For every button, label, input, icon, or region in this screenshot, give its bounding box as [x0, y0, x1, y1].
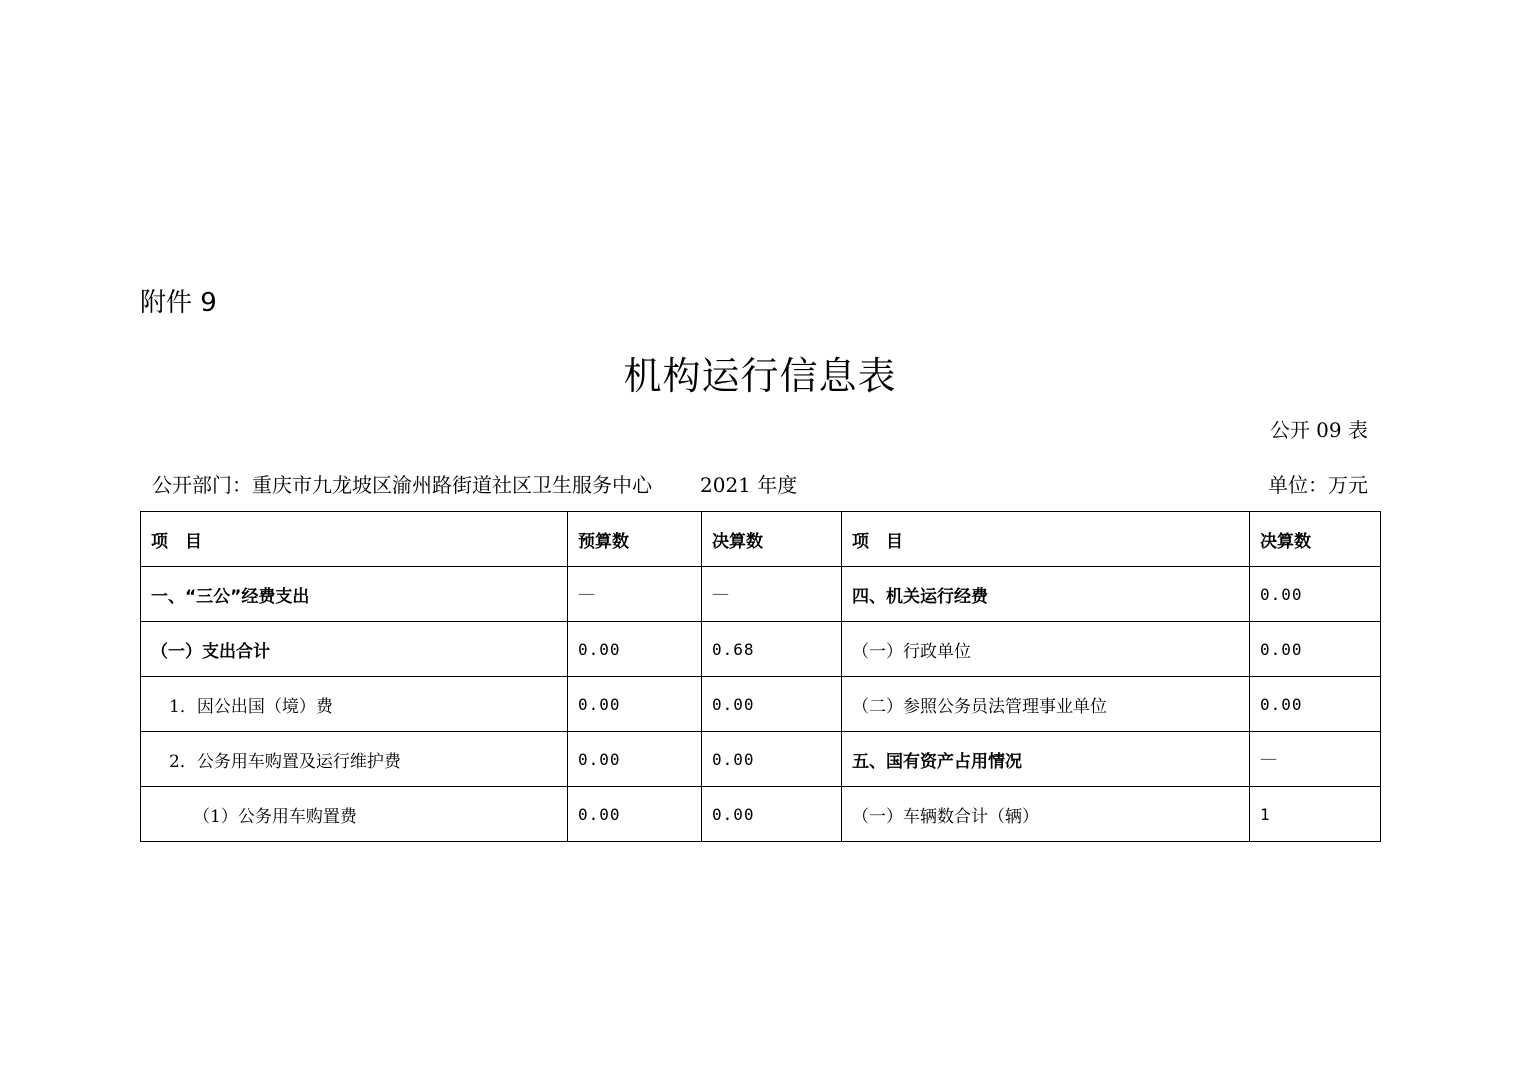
cell-final: 0.00 — [702, 677, 842, 732]
cell-left-item: （一）支出合计 — [141, 622, 568, 677]
table-row — [141, 787, 1381, 842]
header-right-final: 决算数 — [1250, 512, 1381, 567]
table-row — [141, 567, 1381, 622]
cell-budget: 0.00 — [568, 622, 702, 677]
cell-left-item: 1．因公出国（境）费 — [141, 677, 568, 732]
cell-right-final: 0.00 — [1250, 677, 1381, 732]
unit-label: 单位：万元 — [1268, 473, 1368, 497]
cell-right-item: 五、国有资产占用情况 — [842, 732, 1250, 787]
attachment-label: 附件 9 — [140, 288, 217, 318]
meta-left — [152, 470, 797, 500]
cell-left-item: 2．公务用车购置及运行维护费 — [141, 732, 568, 787]
table-row — [141, 677, 1381, 732]
cell-final: 0.00 — [702, 787, 842, 842]
table-row — [141, 732, 1381, 787]
header-budget: 预算数 — [568, 512, 702, 567]
cell-final: 0.00 — [702, 732, 842, 787]
cell-right-item: 四、机关运行经费 — [842, 567, 1250, 622]
year-label: 2021 年度 — [700, 473, 798, 497]
header-final: 决算数 — [702, 512, 842, 567]
cell-final: 0.68 — [702, 622, 842, 677]
cell-budget: 0.00 — [568, 677, 702, 732]
table-row — [141, 622, 1381, 677]
cell-left-item: （1）公务用车购置费 — [141, 787, 568, 842]
cell-right-final: 0.00 — [1250, 622, 1381, 677]
cell-right-final: — — [1250, 732, 1381, 787]
header-left-item: 项 目 — [141, 512, 568, 567]
department-label: 公开部门：重庆市九龙坡区渝州路街道社区卫生服务中心 — [152, 473, 652, 497]
cell-right-item: （一）车辆数合计（辆） — [842, 787, 1250, 842]
meta-row — [152, 470, 1368, 500]
cell-budget: — — [568, 567, 702, 622]
form-number: 公开 09 表 — [1269, 418, 1368, 442]
cell-right-final: 0.00 — [1250, 567, 1381, 622]
cell-budget: 0.00 — [568, 732, 702, 787]
cell-left-item: 一、“三公”经费支出 — [141, 567, 568, 622]
cell-right-item: （二）参照公务员法管理事业单位 — [842, 677, 1250, 732]
header-right-item: 项 目 — [842, 512, 1250, 567]
page-title: 机构运行信息表 — [623, 354, 897, 398]
table-header-row — [141, 512, 1381, 567]
cell-budget: 0.00 — [568, 787, 702, 842]
cell-final: — — [702, 567, 842, 622]
cell-right-item: （一）行政单位 — [842, 622, 1250, 677]
cell-right-final: 1 — [1250, 787, 1381, 842]
info-table — [140, 511, 1381, 842]
